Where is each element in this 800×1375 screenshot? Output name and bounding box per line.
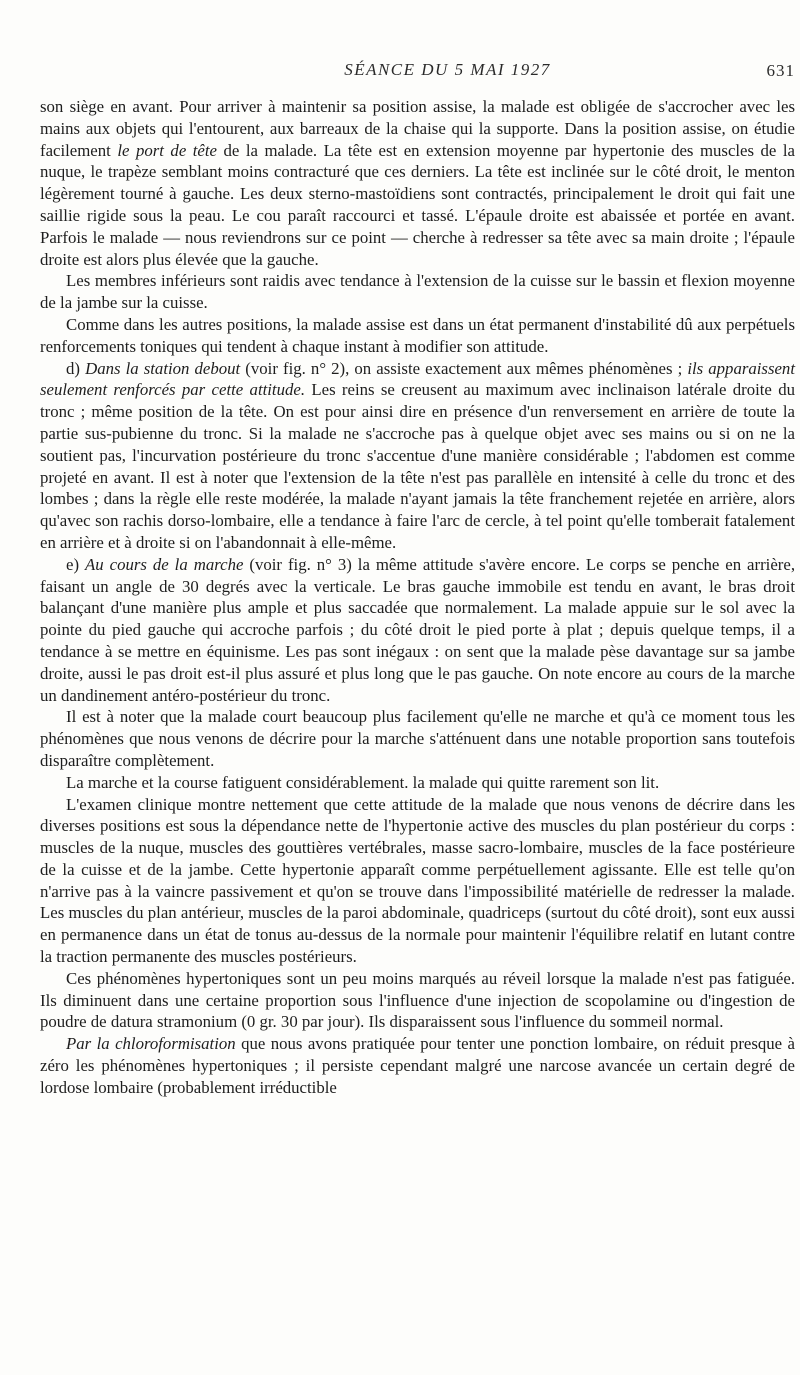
italic-text: le port de tête <box>117 140 217 160</box>
running-head <box>100 60 795 84</box>
text-run: Ces phénomènes hypertoniques sont un peu moins marqués au réveil lorsque la malade n'est pas fatiguée. Ils diminuent dans une certaine proportion sous l'influence d'une injection de scopolamine ou d'ingestion de poudre de datura stramonium (0 gr. 30 par jour). Ils disparaissent sous l'influence du sommeil normal. <box>40 968 795 1032</box>
running-title: SÉANCE DU 5 MAI 1927 <box>344 60 551 79</box>
italic-text: ils apparaissent seulement renforcés par cette attitude. <box>40 358 795 400</box>
paragraph <box>40 794 795 968</box>
text-run: son siège en avant. Pour arriver à maintenir sa position assise, la malade est obligée de s'accrocher avec les mains aux objets qui l'entourent, aux barreaux de la chaise qui la supporte. Dans la position assise, on étudie facilement <box>40 97 795 160</box>
paragraph <box>40 270 795 314</box>
italic-text: Par la chloroformisation <box>66 1034 236 1054</box>
text-run: (voir fig. n° 2), on assiste exactement aux mêmes phénomènes ; <box>240 358 688 378</box>
paragraph <box>40 968 795 1033</box>
text-run: Il est à noter que la malade court beaucoup plus facilement qu'elle ne marche et qu'à ce moment tous les phénomènes que nous venons de décrire pour la marche s'atténuent dans une notable proportion sans toutefois disparaître complètement. <box>40 707 795 770</box>
paragraph <box>40 314 795 358</box>
text-run: Les membres inférieurs sont raidis avec tendance à l'extension de la cuisse sur le bassin et flexion moyenne de la jambe sur la cuisse. <box>40 271 795 313</box>
text-run: d) <box>66 358 86 378</box>
paragraph <box>40 706 795 771</box>
paragraph <box>40 358 795 554</box>
text-run: Comme dans les autres positions, la malade assise est dans un état permanent d'instabilité dû aux perpétuels renforcements toniques qui tendent à chaque instant à modifier son attitude. <box>40 314 795 356</box>
text-run: La marche et la course fatiguent considérablement. la malade qui quitte rarement son lit. <box>66 772 660 792</box>
text-run: (voir fig. n° 3) la même attitude s'avère encore. Le corps se penche en arrière, faisant un angle de 30 degrés avec la verticale. Le bras gauche immobile est tendu en avant, le bras droit balançant d'une manière plus ample et plus saccadée que normalement. La malade appuie sur le sol avec la pointe du pied gauche qui accroche parfois ; du côté droit le pied porte à plat ; depuis quelque temps, il a tendance à se mettre en équinisme. Les pas sont inégaux : on sent que la malade pèse davantage sur sa jambe droite, aussi le pas droit est-il plus assuré et plus long que le pas gauche. On note encore au cours de la marche un dandinement antéro-postérieur du tronc. <box>40 554 796 705</box>
italic-text: Au cours de la marche <box>85 554 244 574</box>
page-number: 631 <box>766 61 795 80</box>
paragraph <box>40 1033 795 1098</box>
paragraph <box>40 772 795 794</box>
paragraph <box>40 96 795 270</box>
text-run: que nous avons pratiquée pour tenter une ponction lombaire, on réduit presque à zéro les phénomènes hypertoniques ; il persiste cependant malgré une narcose avancée un certain degré de lordose lombaire (probablement irréductible <box>40 1034 795 1097</box>
body-text <box>40 96 795 1099</box>
italic-text: Dans la station debout <box>85 358 241 378</box>
text-run: L'examen clinique montre nettement que cette attitude de la malade que nous venons de décrire dans les diverses positions est sous la dépendance nette de l'hypertonie active des muscles du plan postérieur du corps : muscles de la nuque, muscles des gouttières vertébrales, masse sacro-lombaire, muscles de la face postérieure de la cuisse et de la jambe. Cette hypertonie apparaît comme perpétuellement agissante. Elle est telle qu'on n'arrive pas à la vaincre passivement et qu'on se trouve dans l'impossibilité matérielle de redresser la malade. Les muscles du plan antérieur, muscles de la paroi abdominale, quadriceps (surtout du côté droit), sont eux aussi en permanence dans un état de tonus au-dessus de la normale pour maintenir l'équilibre relatif en lutant contre la traction permanente des muscles postérieurs. <box>40 794 795 967</box>
paragraph <box>40 554 795 707</box>
text-run: Les reins se creusent au maximum avec inclinaison latérale droite du tronc ; même position de la tête. On est pour ainsi dire en présence d'un renversement en arrière de toute la partie sus-pubienne du tronc. Si la malade ne s'accroche pas à quelque objet avec ses mains ou si on ne la soutient pas, l'incurvation postérieure du tronc s'accentue d'une manière considérable ; l'abdomen est comme projeté en avant. Il est à noter que l'extension de la tête n'est pas parallèle en intensité à celle du tronc et des lombes ; dans la règle elle reste modérée, la malade n'ayant jamais la tête franchement rejetée en arrière, alors qu'avec son rachis dorso-lombaire, elle a tendance à faire l'arc de cercle, à tel point qu'elle tomberait fatalement en arrière et à droite si on l'abandonnait à elle-même. <box>40 380 795 552</box>
text-run: e) <box>66 554 86 574</box>
text-run: de la malade. La tête est en extension moyenne par hypertonie des muscles de la nuque, le trapèze semblant moins contracturé que ces derniers. La tête est inclinée sur le côté droit, le menton légèrement tourné à gauche. Les deux sterno-mastoïdiens sont contractés, principalement le droit qui fait une saillie rigide sous la peau. Le cou paraît raccourci et tassé. L'épaule droite est abaissée et portée en avant. Parfois le malade — nous reviendrons sur ce point — cherche à redresser sa tête avec sa main droite ; l'épaule droite est alors plus élevée que la gauche. <box>40 140 796 269</box>
